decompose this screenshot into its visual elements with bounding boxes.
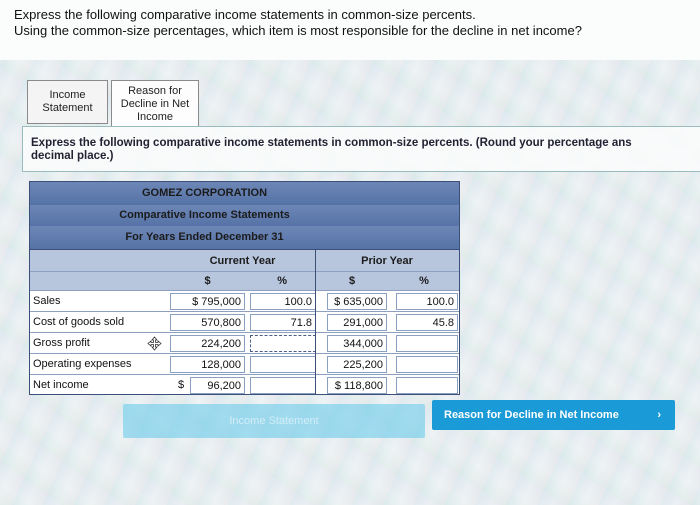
prior-amount-cell: 291,000 [327, 314, 387, 331]
tab-income-statement[interactable] [27, 80, 108, 124]
prior-amount-cell: $ 635,000 [327, 293, 387, 310]
instruction-line-2: decimal place.) [31, 150, 114, 162]
current-amount-cell: 224,200 [170, 335, 245, 352]
next-button-label: Reason for Decline in Net Income [444, 409, 619, 421]
prior-dollar-header: $ [315, 271, 389, 290]
question-text [0, 0, 700, 60]
tab-income-label-2: Statement [42, 102, 93, 114]
prior-year-header: Prior Year [315, 249, 459, 271]
row-label: Cost of goods sold [33, 316, 125, 328]
current-amount-cell: 96,200 [190, 377, 245, 394]
income-statement-table [29, 181, 460, 395]
row-label: Gross profit [33, 337, 90, 349]
instruction-panel [22, 126, 700, 172]
chevron-right-icon: › [657, 409, 661, 421]
company-name: GOMEZ CORPORATION [30, 182, 459, 205]
prior-percent-input[interactable] [396, 377, 458, 394]
label-column-header [30, 249, 170, 271]
prior-amount-cell: 344,000 [327, 335, 387, 352]
current-percent-input[interactable]: 71.8 [250, 314, 316, 331]
table-row-gross-profit [30, 332, 459, 353]
current-percent-input[interactable] [250, 356, 316, 373]
current-percent-header: % [245, 271, 315, 290]
statement-period: For Years Ended December 31 [30, 226, 459, 249]
table-row-net-income [30, 374, 459, 395]
currency-symbol: $ [178, 379, 185, 391]
next-tab-button[interactable] [432, 400, 675, 430]
current-amount-cell: $ 795,000 [170, 293, 245, 310]
tab-income-label-1: Income [49, 89, 86, 101]
current-dollar-header: $ [170, 271, 245, 290]
table-row-operating-expenses [30, 353, 459, 374]
prev-tab-button[interactable]: Income Statement [123, 404, 425, 438]
current-percent-input[interactable] [250, 377, 316, 394]
tab-reason-label-3: Income [136, 111, 174, 123]
statement-title: Comparative Income Statements [30, 205, 459, 226]
tab-bar [27, 80, 199, 126]
column-divider [315, 249, 316, 394]
question-line-2: Using the common-size percentages, which item is most responsible for the decline in net income? [14, 23, 582, 38]
prior-percent-input[interactable] [396, 356, 458, 373]
current-amount-cell: 128,000 [170, 356, 245, 373]
prior-percent-input[interactable]: 100.0 [396, 293, 458, 310]
current-percent-input[interactable]: 100.0 [250, 293, 316, 310]
row-label: Net income [33, 379, 89, 391]
tab-reason-for-decline[interactable] [111, 80, 199, 126]
tab-reason-label-2: Decline in Net [120, 98, 190, 110]
prior-amount-cell: 225,200 [327, 356, 387, 373]
prior-amount-cell: $ 118,800 [327, 377, 387, 394]
label-subheader [30, 271, 170, 290]
current-year-header: Current Year [170, 249, 315, 271]
table-row-cogs [30, 311, 459, 332]
instruction-line-1: Express the following comparative income statements in common-size percents. (Round your percentage ans [31, 137, 632, 149]
move-cursor-icon [147, 336, 162, 351]
prior-percent-input[interactable] [396, 335, 458, 352]
tab-reason-label-1: Reason for [128, 85, 182, 97]
row-label: Operating expenses [33, 358, 132, 370]
row-label: Sales [33, 295, 61, 307]
table-row-sales [30, 290, 459, 311]
question-line-1: Express the following comparative income statements in common-size percents. [14, 7, 476, 22]
prior-percent-input[interactable]: 45.8 [396, 314, 458, 331]
current-amount-cell: 570,800 [170, 314, 245, 331]
current-percent-input[interactable] [250, 335, 316, 352]
prior-percent-header: % [389, 271, 459, 290]
